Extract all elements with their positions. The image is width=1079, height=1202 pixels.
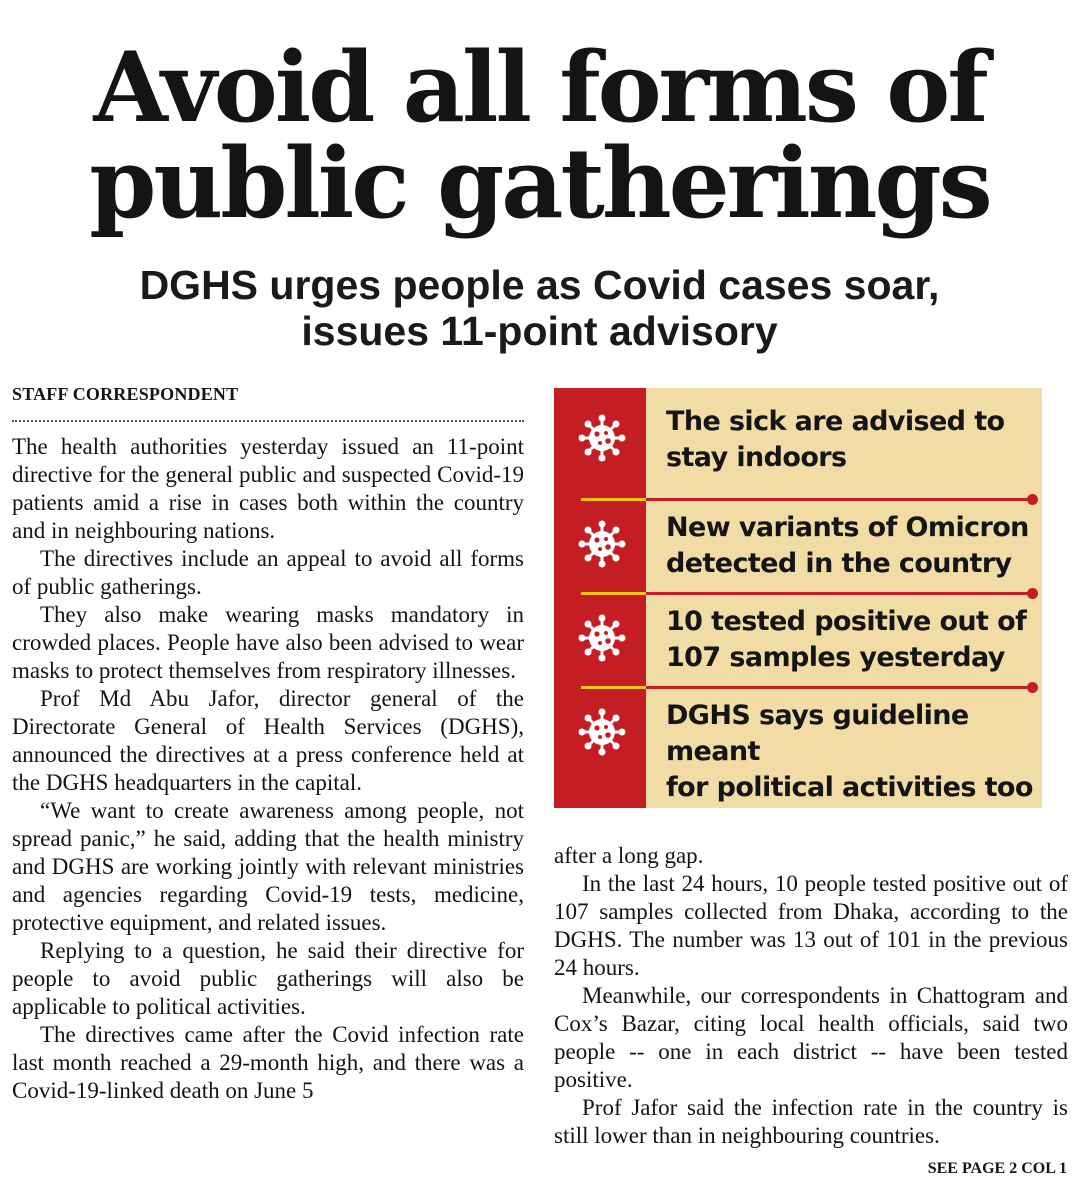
key-point-4 (554, 682, 1042, 803)
key-point-text: DGHS says guideline meant for political activities too (666, 700, 1033, 803)
subheadline-line-1: DGHS urges people as Covid cases soar, (139, 262, 940, 308)
headline-line-2: public gatherings (89, 127, 990, 240)
byline: STAFF CORRESPONDENT (12, 384, 239, 404)
paragraph: “We want to create awareness among people, not spread panic,” he said, adding that the health ministry and DGHS are working jointly with relevant ministries and agencies regarding Covid-19 tests, medicine, protective equipment, and related issues. (12, 798, 524, 935)
paragraph: Prof Md Abu Jafor, director general of the Directorate General of Health Services (DGHS), announced the directives at a press conference held at the DGHS headquarters in the capital. (12, 686, 524, 795)
key-points-box (554, 388, 1042, 808)
paragraph: The directives include an appeal to avoid all forms of public gatherings. (12, 546, 524, 599)
key-point-1 (554, 388, 1042, 482)
paragraph: In the last 24 hours, 10 people tested positive out of 107 samples collected from Dhaka, according to the DGHS. The number was 13 out of 101 in the previous 24 hours. (554, 871, 1068, 980)
virus-icon (578, 708, 626, 756)
headline-line-1: Avoid all forms of (93, 31, 986, 144)
paragraph: Replying to a question, he said their directive for people to avoid public gatherings will also be applicable to political activities. (12, 938, 524, 1019)
subheadline-line-2: issues 11-point advisory (301, 308, 778, 354)
key-point-3 (554, 588, 1042, 682)
paragraph: The health authorities yesterday issued an 11-point directive for the general public and suspected Covid-19 patients amid a rise in cases both within the country and in neighbouring nations. (12, 434, 524, 543)
paragraph: after a long gap. (554, 843, 704, 868)
paragraph: The directives came after the Covid infection rate last month reached a 29-month high, and there was a Covid-19-linked death on June 5 (12, 1022, 524, 1103)
paragraph: They also make wearing masks mandatory in crowded places. People have also been advised to wear masks to protect themselves from respiratory illnesses. (12, 602, 524, 683)
subheadline (0, 262, 1079, 354)
virus-icon (578, 414, 626, 462)
article-column-1 (12, 433, 524, 1105)
continued-jump-line: SEE PAGE 2 COL 1 (927, 1160, 1067, 1177)
key-point-text: New variants of Omicron detected in the country (666, 512, 1029, 579)
article-column-2 (554, 842, 1068, 1150)
paragraph: Prof Jafor said the infection rate in the country is still lower than in neighbouring countries. (554, 1095, 1068, 1148)
paragraph: Meanwhile, our correspondents in Chattogram and Cox’s Bazar, citing local health officials, said two people -- one in each district -- have been tested positive. (554, 983, 1068, 1092)
key-point-text: 10 tested positive out of 107 samples yesterday (666, 606, 1027, 673)
virus-icon (578, 614, 626, 662)
virus-icon (578, 520, 626, 568)
headline (0, 31, 1079, 240)
byline-divider (12, 420, 524, 422)
key-point-text: The sick are advised to stay indoors (666, 406, 1005, 473)
key-point-2 (554, 494, 1042, 588)
